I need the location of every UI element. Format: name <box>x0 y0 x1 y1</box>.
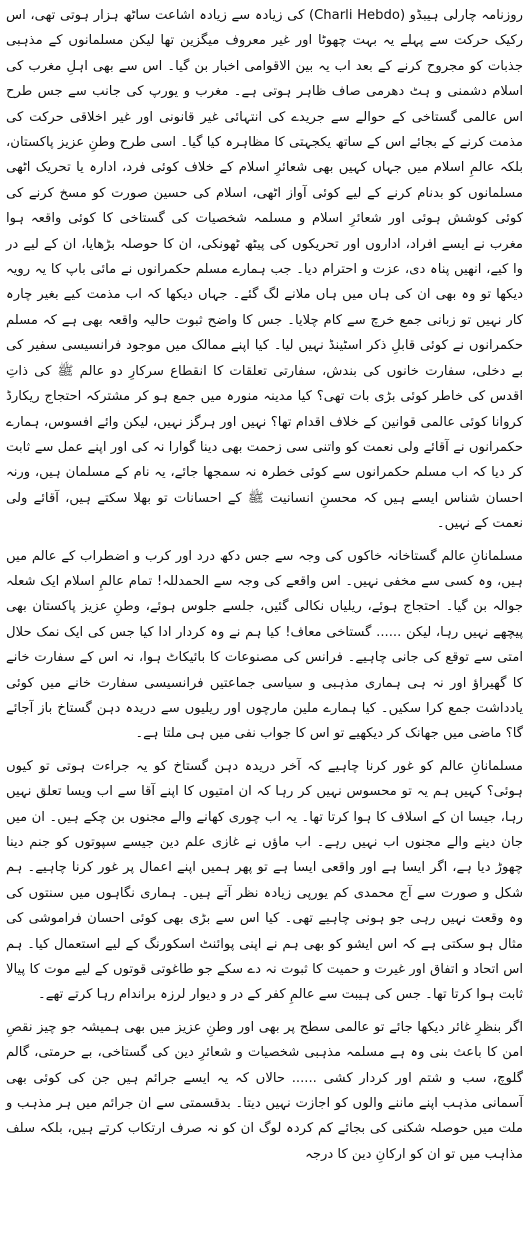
article-paragraph: اگر بنظرِ غائر دیکھا جائے تو عالمی سطح پر بھی اور وطنِ عزیز میں بھی ہمیشہ جو چیز نقصِ امن کا باعث بنی وہ ہے مسلمہ مذہبی شخصیات و شعائرِ دین کی گستاخی، بے حرمتی، گالم گلوچ، سب و شتم اور کردار کشی ...... حالاں کہ یہ ایسے جرائم ہیں جن کی کوئی بھی آسمانی مذہب اپنے ماننے والوں کو اجازت نہیں دیتا۔ بدقسمتی سے ان جرائم میں ہر مذہب و ملت میں حوصلہ شکنی کی بجائے کم کردہ لوگ ان کو نہ صرف ارتکاب کرتے ہیں، بلکہ سلف مذاہب میں تو ان کو ارکانِ دین کا درجہ <box>6 1019 523 1162</box>
article-paragraph: مسلمانانِ عالم گستاخانہ خاکوں کی وجہ سے جس دکھ درد اور کرب و اضطراب کے عالم میں ہیں، وہ کسی سے مخفی نہیں۔ اس واقعے کی وجہ سے الحمدللہ! تمام عالمِ اسلام ایک شعلہ جوالہ بن گیا۔ احتجاج ہوئے، ریلیاں نکالی گئیں، جلسے جلوس ہوئے، وطنِ عزیز پاکستان بھی پیچھے نہیں رہا، لیکن ...... گستاخی معاف! کیا ہم نے وہ کردار ادا کیا جس کی ایک نمک حلال امتی سے توقع کی جانی چاہیے۔ فرانس کی مصنوعات کا بائیکاٹ ہوا، نہ اس کے سفارت خانے کا گھیراؤ اور نہ ہی ہماری مذہبی و سیاسی جماعتیں فرانسیسی سفارت خانے میں کوئی یادداشت جمع کرا سکیں۔ کیا ہمارے ملین مارچوں اور ریلیوں سے دریدہ دہن گستاخ باز آجائے گا؟ ماضی میں جھانک کر دیکھیے تو اس کا جواب نفی میں ہی ملتا ہے۔ <box>6 548 523 742</box>
article-paragraph: مسلمانانِ عالم کو غور کرنا چاہیے کہ آخر دریدہ دہن گستاخ کو یہ جراءت ہوتی تو کیوں ہوئی؟ کہیں ہم یہ تو محسوس نہیں کر رہا کہ ان امتیوں کا اپنے آقا سے اب ویسا تعلق نہیں رہا، جیسا ان کے اسلاف کا ہوا کرتا تھا۔ یہ اب چوری کھانے والے مجنوں بن چکے ہیں۔ ان میں جان دینے والے مجنوں اب نہیں رہے۔ اب ماؤں نے غازی علم دین جیسے سپوتوں کو جنم دینا چھوڑ دیا ہے، اگر ایسا ہے اور واقعی ایسا ہے تو پھر ہمیں اپنے اعمال پر غور کرنا چاہیے۔ ہم شکل و صورت سے آج محمدی کم یورپی زیادہ نظر آتے ہیں۔ ہماری نگاہوں میں سنتوں کی وہ وقعت نہیں رہی جو ہونی چاہیے تھی۔ کیا اس سے بڑی بھی کوئی احسان فراموشی کی مثال ہو سکتی ہے کہ اس ایشو کو بھی ہم نے اپنی پوائنٹ اسکورنگ کے لیے استعمال کیا۔ ہم اس اتحاد و اتفاق اور غیرت و حمیت کا ثبوت نہ دے سکے جو طاغوتی قوتوں کے لیے موت کا پیالا ثابت ہوا کرتا تھا۔ جس کی ہیبت سے عالمِ کفر کے در و دیوار لرزہ براندام رہا کرتے تھے۔ <box>6 758 523 1003</box>
article-paragraph: روزنامہ چارلی ہیبڈو (Charli Hebdo) کی زیادہ سے زیادہ اشاعت ساٹھ ہزار ہوتی تھی، اس رکیک حرکت سے پہلے یہ بہت چھوٹا اور غیر معروف میگزین تھا لیکن مسلمانوں کے مذہبی جذبات کو مجروح کرنے کے بعد اب یہ بین الاقوامی اخبار بن گیا۔ اس سے بھی اہلِ مغرب کی اسلام دشمنی و ہٹ دھرمی صاف ظاہر ہوتی ہے۔ مغرب و یورپ کی جانب سے جس طرح اس عالمی گستاخی کے حوالے سے جریدے کی انتہائی غیر قانونی اور غیر اخلاقی حرکت کی مذمت کرنے کے بجائے اس کے ساتھ یکجہتی کا مظاہرہ کیا گیا۔ اسی طرح وطنِ عزیز پاکستان، بلکہ عالمِ اسلام میں جہاں کہیں بھی شعائرِ اسلام کے خلاف کوئی فرد، ادارہ یا تحریک اٹھی مسلمانوں کو بدنام کرنے کے لیے کوئی آواز اٹھی، اسلام کی حسین صورت کو مسخ کرنے کی کوئی کوشش ہوئی اور شعائرِ اسلام و مسلمہ شخصیات کی گستاخی کا کوئی واقعہ ہوا مغرب نے ایسے افراد، اداروں اور تحریکوں کی پیٹھ ٹھونکی، ان کا حوصلہ بڑھایا، ان کے لیے در وا کیے، انھیں پناہ دی، عزت و احترام دیا۔ جب ہمارے مسلم حکمرانوں نے مائی باپ کا یہ رویہ دیکھا تو وہ بھی ان کی ہاں میں ہاں ملانے لگ گئے۔ جہاں دیکھا کہ اب مذمت کیے بغیر چارہ کار نہیں تو زبانی جمع خرچ سے کام چلایا۔ جس کا واضح ثبوت حالیہ واقعہ بھی ہے کہ مسلم حکمرانوں نے کوئی قابلِ ذکر اسٹینڈ نہیں لیا۔ کیا اپنے ممالک میں موجود فرانسیسی سفیر کی بے دخلی، سفارت خانوں کی بندش، سفارتی تعلقات کا انقطاع سرکارِ دو عالم ﷺ کی ذاتِ اقدس کی خاطر کوئی بڑی بات تھی؟ کیا مدینہ منورہ میں جمع ہو کر مشترکہ احتجاج ریکارڈ کروانا کوئی عالمی قوانین کے خلاف اقدام تھا؟ نہیں اور ہرگز نہیں، لیکن وائے افسوس، ہمارے حکمرانوں نے آقائے ولی نعمت کو واتنی سی زحمت بھی دینا گوارا نہ کی اور اپنے عمل سے ثابت کر دیا کہ اب مسلم حکمرانوں سے کوئی خطرہ نہ سمجھا جائے، یہ نام کے مسلمان ہیں، ورنہ احسان شناس ایسے ہیں کہ محسنِ انسانیت ﷺ کے احسانات تو بھلا سکتے ہیں، آقائے ولی نعمت کے نہیں۔ <box>6 8 523 532</box>
